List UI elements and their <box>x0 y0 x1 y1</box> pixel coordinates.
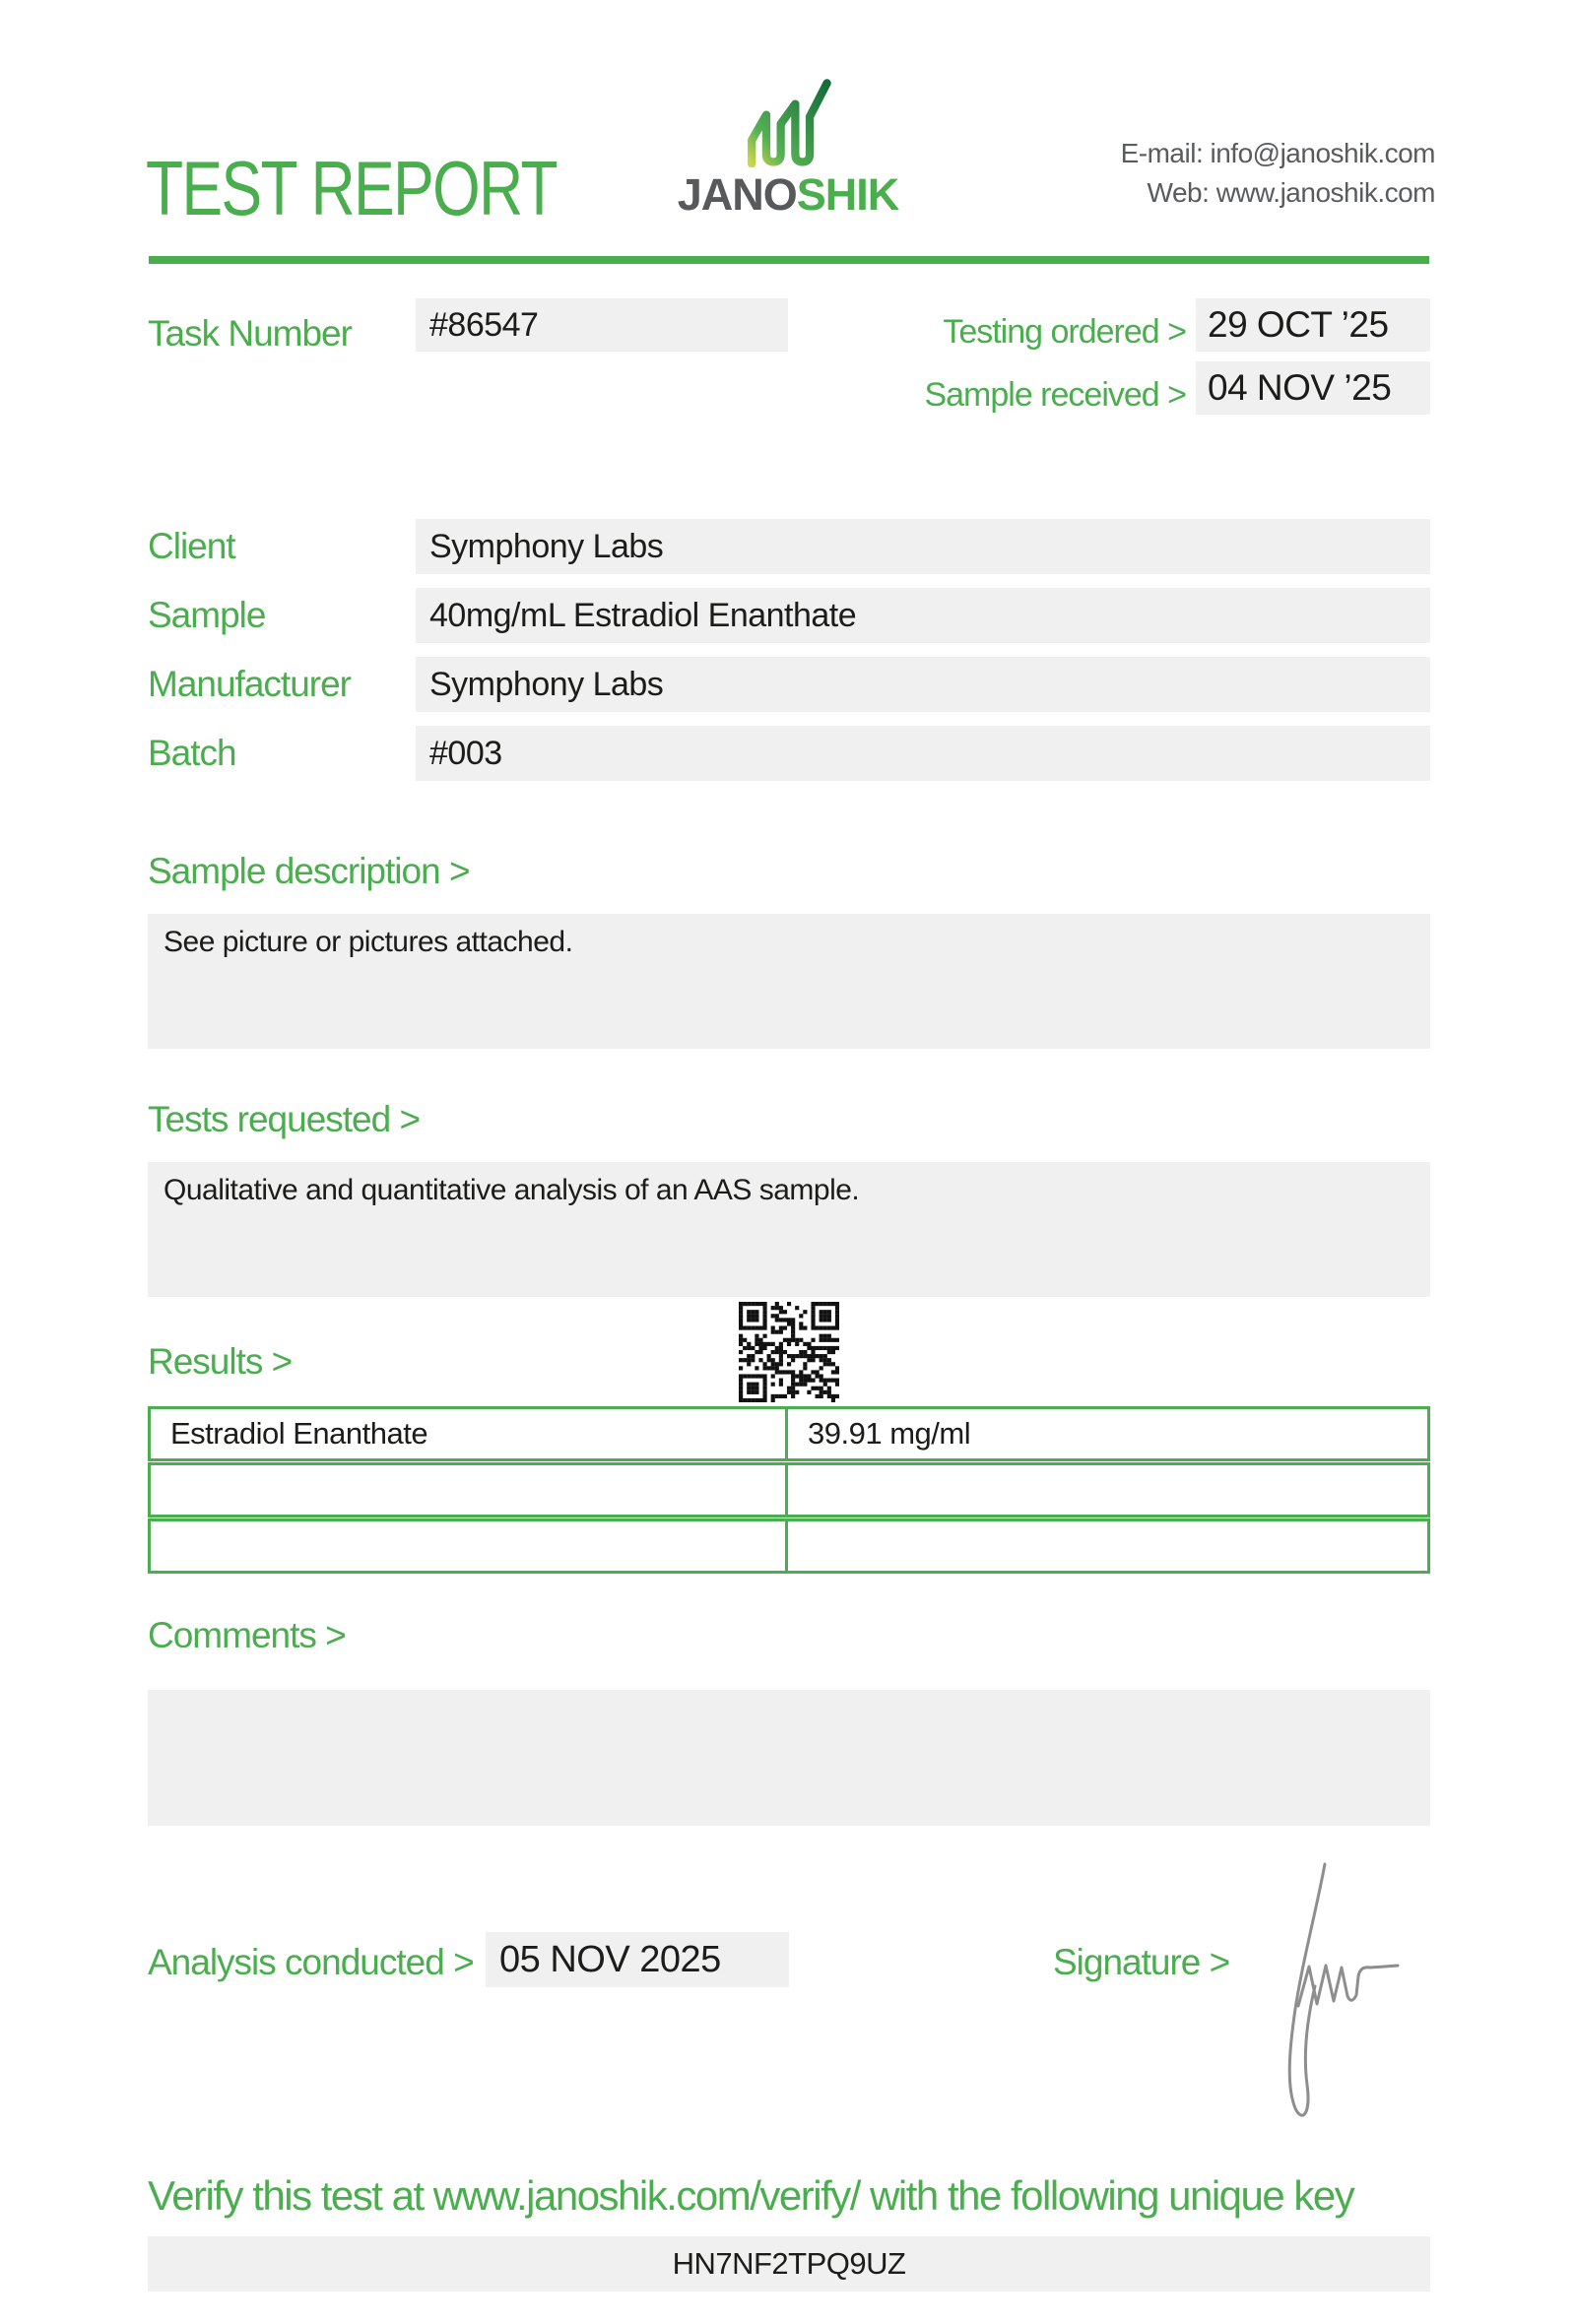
result-concentration: 39.91 mg/ml <box>808 1416 971 1451</box>
comments-box <box>148 1690 1430 1826</box>
signature-image <box>1271 1849 1448 2137</box>
sample-description-box <box>148 914 1430 1049</box>
batch-label: Batch <box>148 733 236 773</box>
web-label: Web: <box>1147 177 1210 208</box>
janoshik-wordmark <box>650 169 926 221</box>
page-title: TEST REPORT <box>146 145 557 231</box>
analysis-conducted-date: 05 NOV 2025 <box>499 1939 721 1980</box>
comments-heading: Comments > <box>148 1615 346 1655</box>
client-text: Symphony Labs <box>429 528 664 565</box>
testing-ordered-value <box>1196 298 1430 352</box>
verify-key: HN7NF2TPQ9UZ <box>672 2246 906 2281</box>
client-value <box>416 519 1430 574</box>
sample-text: 40mg/mL Estradiol Enanthate <box>429 597 857 634</box>
email-label: E-mail: <box>1120 138 1204 168</box>
web-value: www.janoshik.com <box>1215 177 1435 208</box>
result-substance: Estradiol Enanthate <box>151 1409 788 1458</box>
wordmark-shik: SHIK <box>796 169 899 220</box>
batch-text: #003 <box>429 735 502 772</box>
sample-value <box>416 588 1430 643</box>
testing-ordered-label: Testing ordered > <box>943 313 1186 351</box>
comments-text <box>148 1690 1430 1713</box>
contact-email-line <box>1121 134 1435 173</box>
janoshik-chart-icon <box>741 77 835 167</box>
tests-requested-text: Qualitative and quantitative analysis of an AAS sample. <box>164 1174 860 1206</box>
manufacturer-value <box>416 657 1430 712</box>
manufacturer-text: Symphony Labs <box>429 666 664 703</box>
table-row <box>148 1406 1430 1461</box>
testing-ordered-date: 29 OCT ’25 <box>1208 304 1389 345</box>
header-divider <box>149 256 1429 264</box>
task-number-value <box>416 298 788 352</box>
janoshik-logo <box>650 77 926 221</box>
contact-block <box>1121 134 1435 213</box>
analysis-conducted-value <box>486 1932 789 1987</box>
contact-web-line <box>1121 173 1435 213</box>
email-value: info@janoshik.com <box>1210 138 1435 168</box>
task-number-text: #86547 <box>429 306 539 344</box>
sample-received-date: 04 NOV ’25 <box>1208 367 1392 408</box>
sample-description-text: See picture or pictures attached. <box>164 926 573 958</box>
sample-received-label: Sample received > <box>924 376 1186 414</box>
wordmark-jano: JANO <box>677 169 797 220</box>
qr-code <box>739 1302 839 1402</box>
verify-instruction: Verify this test at www.janoshik.com/verify/ with the following unique key <box>148 2172 1354 2219</box>
manufacturer-label: Manufacturer <box>148 664 351 704</box>
tests-requested-box <box>148 1162 1430 1297</box>
batch-value <box>416 726 1430 781</box>
sample-description-heading: Sample description > <box>148 851 470 891</box>
verify-key-box <box>148 2236 1430 2292</box>
task-number-label: Task Number <box>148 313 352 354</box>
sample-received-value <box>1196 361 1430 415</box>
result-concentration <box>788 1465 1427 1515</box>
result-substance <box>151 1465 788 1515</box>
analysis-conducted-label: Analysis conducted > <box>148 1942 474 1982</box>
tests-requested-heading: Tests requested > <box>148 1099 421 1139</box>
signature-label: Signature > <box>1053 1942 1230 1982</box>
sample-label: Sample <box>148 595 266 635</box>
table-row <box>148 1518 1430 1574</box>
results-table <box>148 1406 1430 1575</box>
results-heading: Results > <box>148 1341 293 1382</box>
client-label: Client <box>148 526 235 566</box>
result-substance <box>151 1521 788 1571</box>
table-row <box>148 1462 1430 1517</box>
result-concentration <box>788 1521 1427 1571</box>
